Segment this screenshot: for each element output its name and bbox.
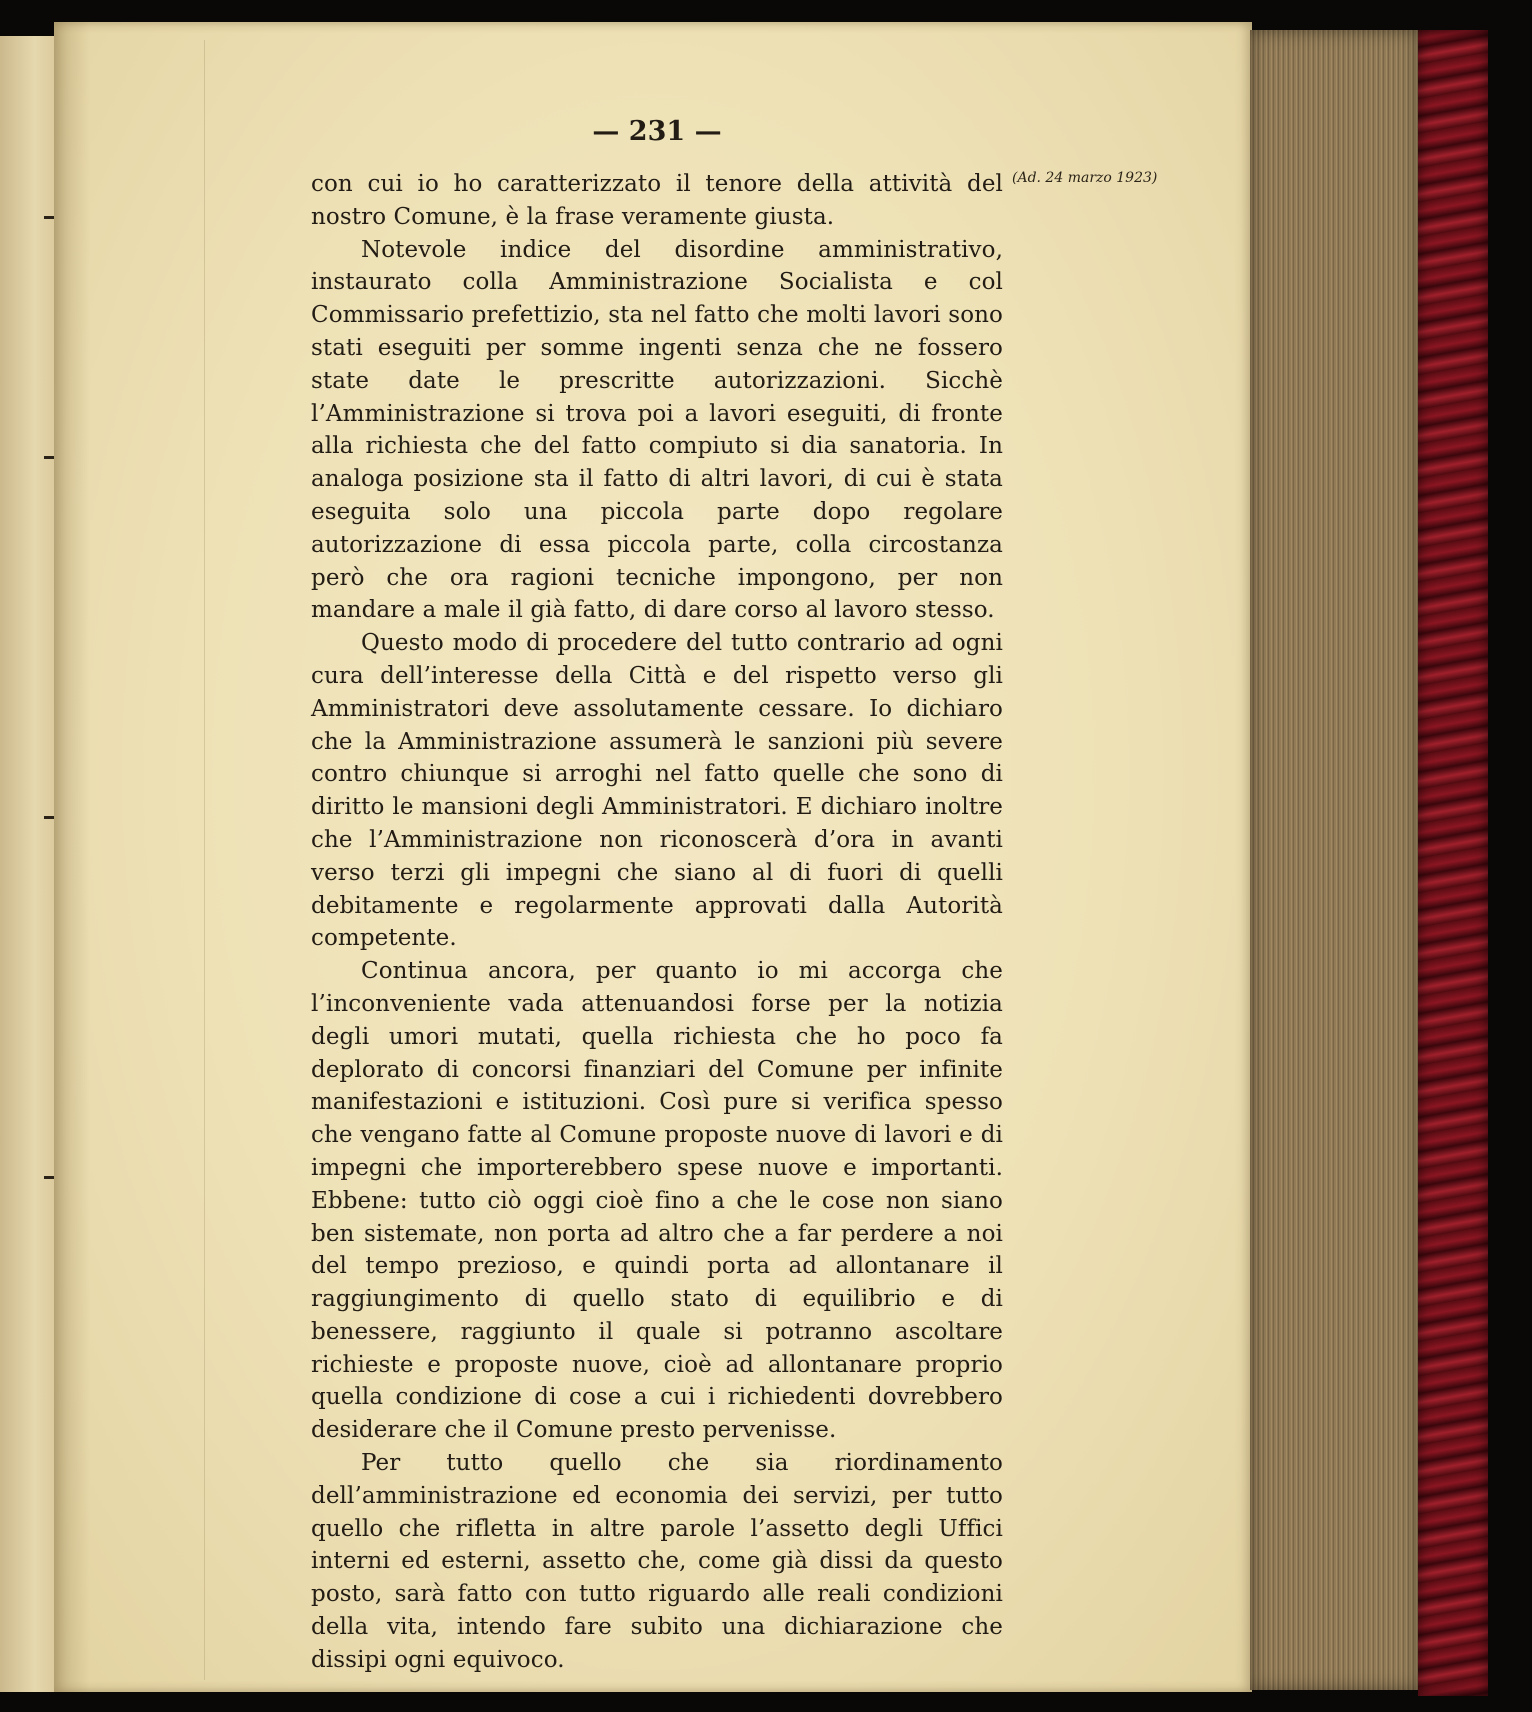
page-crease [204, 40, 205, 1680]
margin-note-date: (Ad. 24 marzo 1923) [1012, 170, 1158, 186]
page-edge-mark [44, 816, 54, 819]
paragraph-1: con cui io ho caratterizzato il tenore della attività del nostro Comune, è la frase veramente giusta. [311, 171, 1003, 230]
page-edge-mark [44, 456, 54, 459]
book-block-edges [1250, 30, 1420, 1690]
marbled-cover-edge [1418, 30, 1488, 1696]
left-page-sliver [0, 36, 59, 1692]
paragraph-5: Per tutto quello che sia riordinamento dell’amministrazione ed economia dei servizi, per tutto quello che rifletta in altre parole l’assetto degli Uffici interni ed esterni, assetto che, come già dissi da questo posto, sarà fatto con tutto riguardo alle reali condizioni della vita, intendo fare subito una dichiarazione che dissipi ogni equivoco. [311, 1450, 1003, 1673]
paragraph-2: Notevole indice del disordine amministrativo, instaurato colla Amministrazione Socialista e col Commissario prefettizio, sta nel fatto che molti lavori sono stati eseguiti per somme ingenti senza che ne fossero state date le prescritte autorizzazioni. Sicchè l’Amministrazione si trova poi a lavori eseguiti, di fronte alla richiesta che del fatto compiuto si dia sanatoria. In analoga posizione sta il fatto di altri lavori, di cui è stata eseguita solo una piccola parte dopo regolare autorizzazione di essa piccola parte, colla circostanza però che ora ragioni tecniche impongono, per non mandare a male il già fatto, di dare corso al lavoro stesso. [311, 236, 1003, 624]
paragraph-3: Questo modo di procedere del tutto contrario ad ogni cura dell’interesse della Città e del rispetto verso gli Amministratori deve assolutamente cessare. Io dichiaro che la Amministrazione assumerà le sanzioni più severe contro chiunque si arroghi nel fatto quelle che sono di diritto le mansioni degli Amministratori. E dichiaro inoltre che l’Amministrazione non riconoscerà d’ora in avanti verso terzi gli impegni che siano al di fuori di quelli debitamente e regolarmente approvati dalla Autorità competente. [311, 630, 1003, 952]
text-column [311, 114, 1003, 1677]
paragraph-4: Continua ancora, per quanto io mi accorga che l’inconveniente vada attenuandosi forse per la notizia degli umori mutati, quella richiesta che ho poco fa deplorato di concorsi finanziari del Comune per infinite manifestazioni e istituzioni. Così pure si verifica spesso che vengano fatte al Comune proposte nuove di lavori e di impegni che importerebbero spese nuove e importanti. Ebbene: tutto ciò oggi cioè fino a che le cose non siano ben sistemate, non porta ad altro che a far perdere a noi del tempo prezioso, e quindi porta ad allontanare il raggiungimento di quello stato di equilibrio e di benessere, raggiunto il quale si potranno ascoltare richieste e proposte nuove, cioè ad allontanare proprio quella condizione di cose a cui i richiedenti dovrebbero desiderare che il Comune presto pervenisse. [311, 958, 1003, 1444]
page-edge-mark [44, 1176, 54, 1179]
page-edge-mark [44, 216, 54, 219]
page-number: — 231 — [592, 116, 722, 147]
